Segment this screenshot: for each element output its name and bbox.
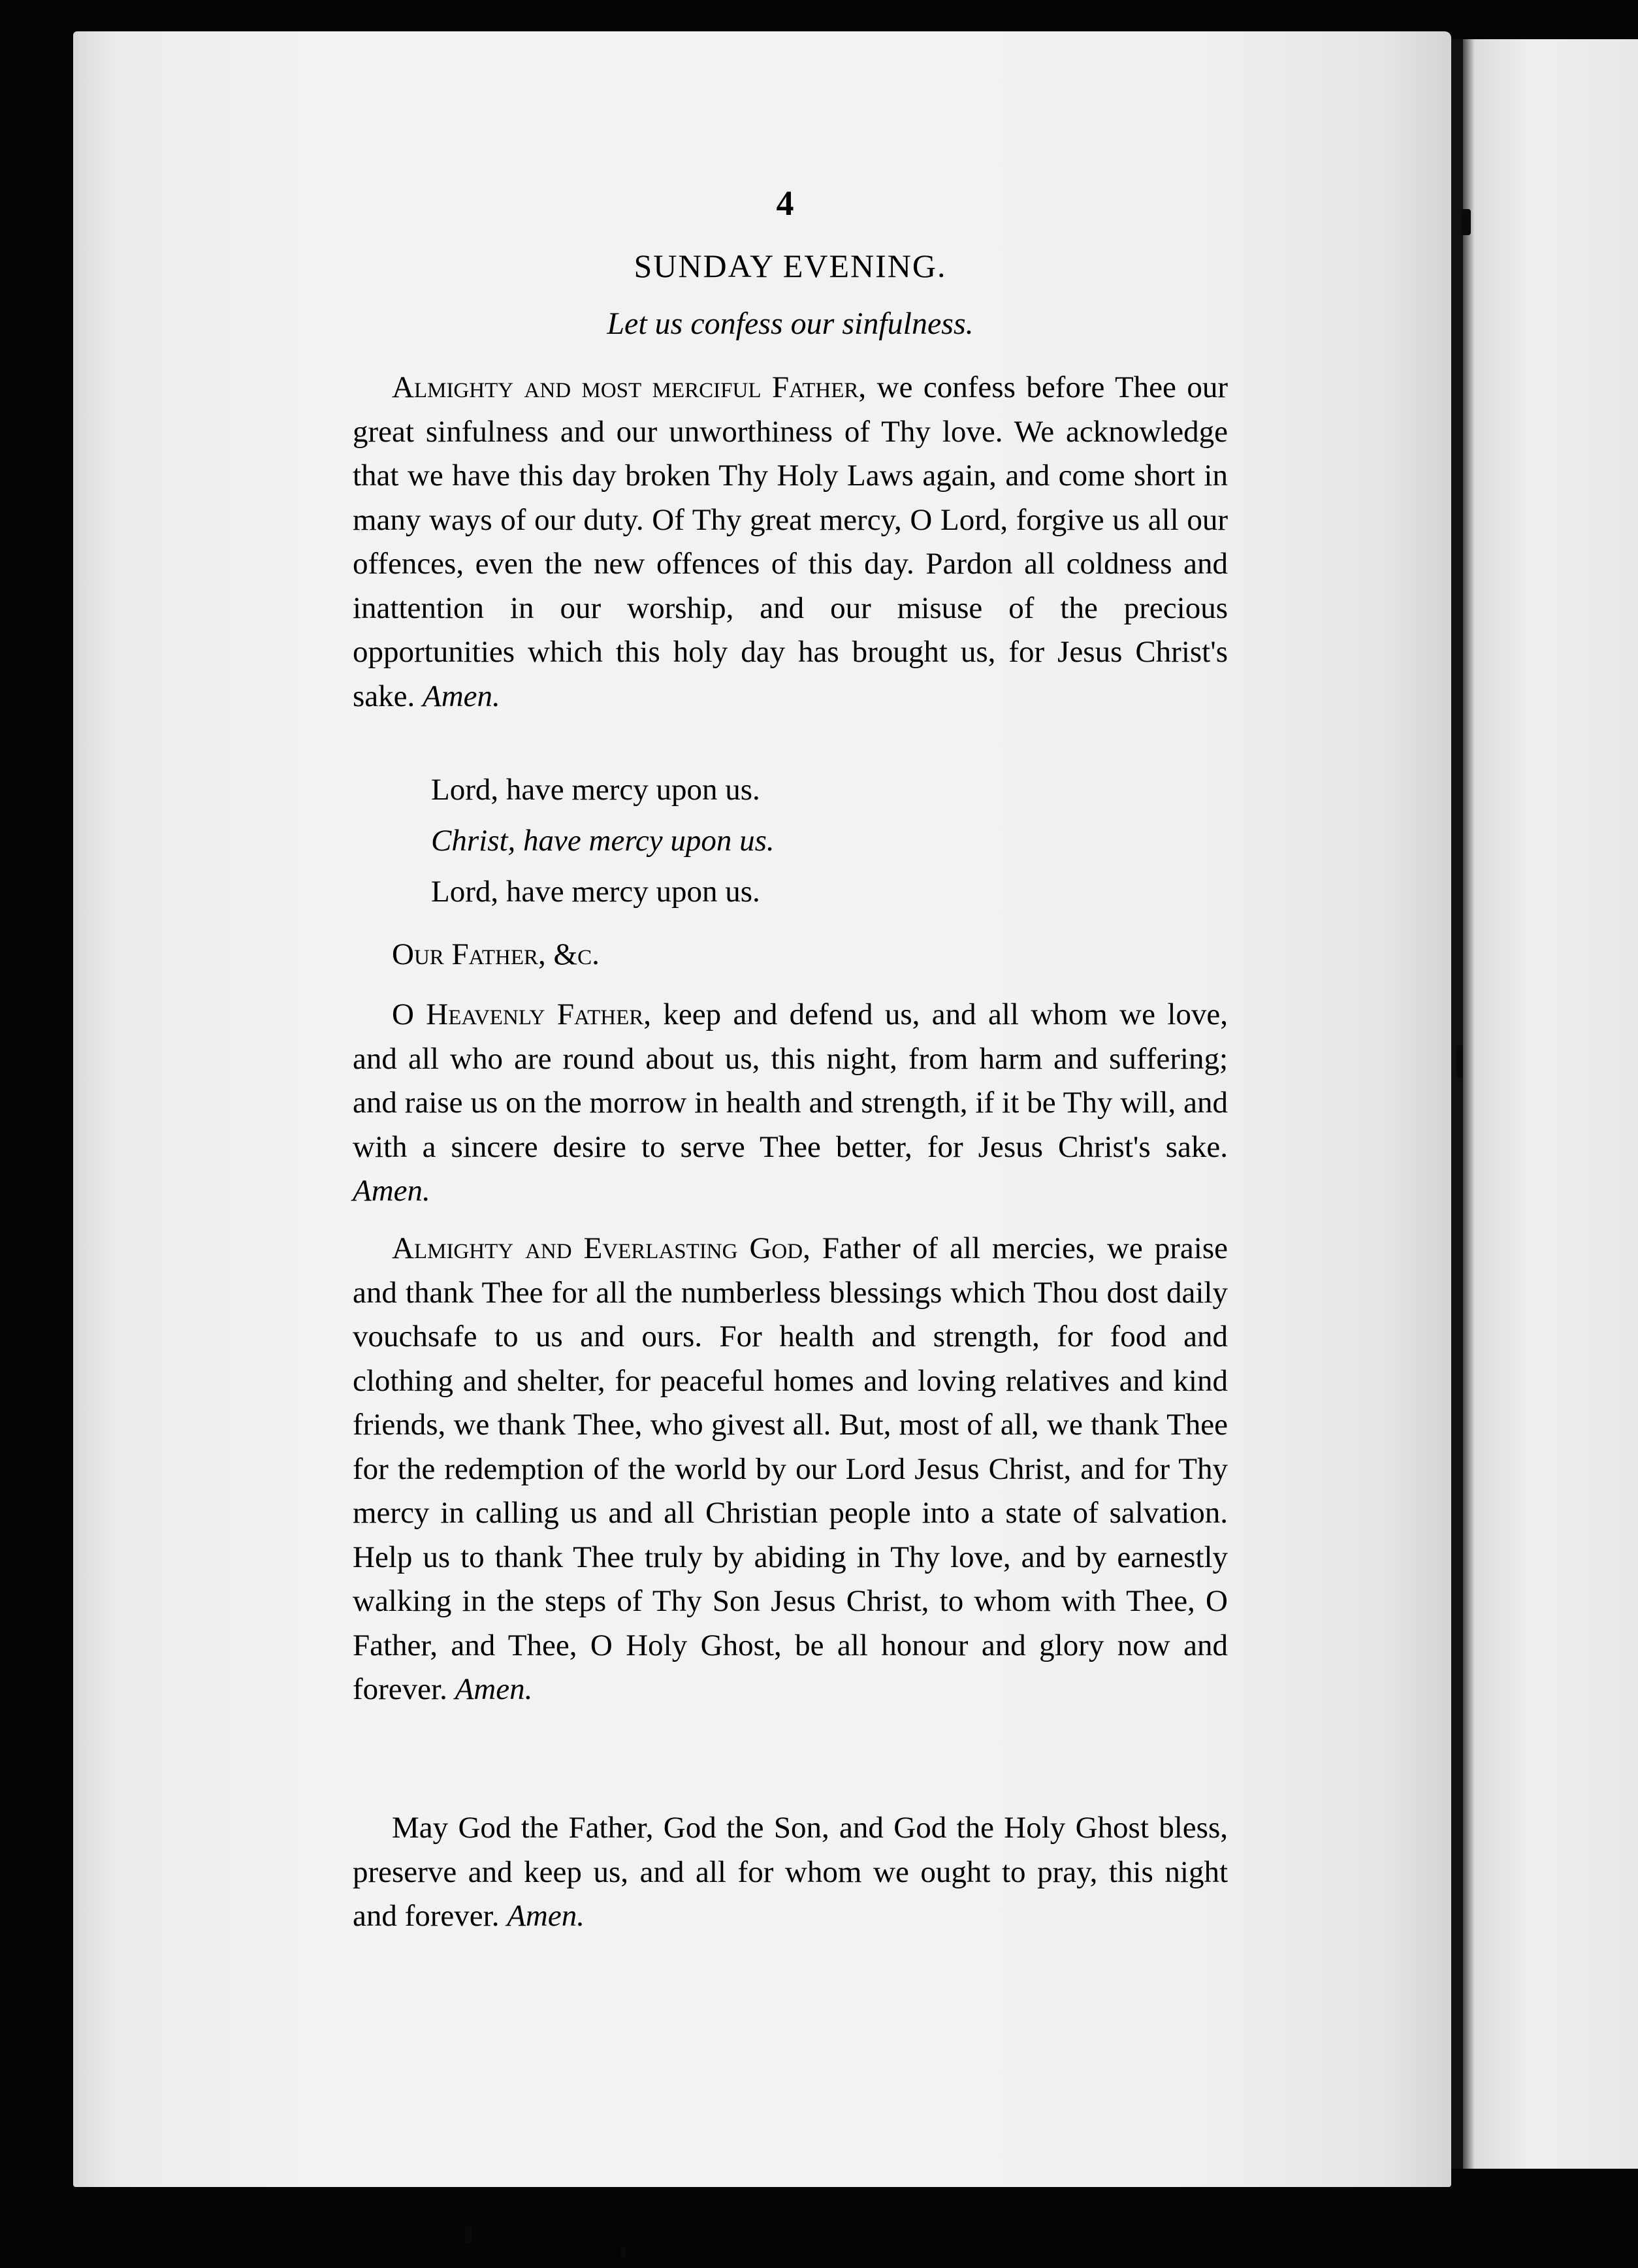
adjacent-page-edge <box>1460 39 1638 2169</box>
protection-prayer-lead: O Heavenly Father, <box>392 997 652 1031</box>
thanksgiving-prayer-body: Father of all mercies, we praise and thank Thee for all the numberless blessings which Thou dost daily vouchsafe to us and ours. For health and strength, for food and clothing and shelter, for peaceful homes and loving relatives and kind friends, we thank Thee, who givest all. But, most of all, we thank Thee for the redemption of the world by our Lord Jesus Christ, and for Thy mercy in calling us and all Christian people into a state of salvation. Help us to thank Thee truly by abiding in Thy love, and by earnestly walking in the steps of Thy Son Jesus Christ, to whom with Thee, O Father, and Thee, O Holy Ghost, be all honour and glory now and forever. <box>353 1231 1228 1706</box>
page-subtitle: Let us confess our sinfulness. <box>607 306 974 341</box>
response-line-2: Christ, have mercy upon us. <box>431 824 775 858</box>
protection-prayer-body: keep and defend us, and all whom we love, and all who are round about us, this night, from harm and suffering; and raise us on the morrow in health and strength, if it be Thy will, and with a sincere desire to serve Thee better, for Jesus Christ's sake. <box>353 997 1228 1164</box>
thanksgiving-prayer <box>353 1227 1228 1712</box>
confession-prayer-lead: Almighty and most merciful Father, <box>392 370 867 404</box>
scan-speck <box>465 2226 472 2243</box>
protection-prayer <box>353 993 1228 1214</box>
confession-prayer-amen: Amen. <box>423 679 500 713</box>
thanksgiving-prayer-amen: Amen. <box>455 1672 533 1706</box>
binding-mark <box>1456 1045 1463 1078</box>
our-father-line: Our Father, &c. <box>392 937 600 971</box>
page-number: 4 <box>776 184 794 223</box>
response-line-3: Lord, have mercy upon us. <box>431 875 760 909</box>
thanksgiving-prayer-lead: Almighty and Everlasting God, <box>392 1231 811 1265</box>
blessing-prayer <box>353 1806 1228 1939</box>
confession-prayer-body: we confess before Thee our great sinfulness and our unworthiness of Thy love. We acknowledge that we have this day broken Thy Holy Laws again, and come short in many ways of our duty. Of Thy great mercy, O Lord, forgive us all our offences, even the new offences of this day. Pardon all coldness and inattention in our worship, and our misuse of the precious opportunities which this holy day has brought us, for Jesus Christ's sake. <box>353 370 1228 713</box>
book-gutter <box>1451 39 1463 2169</box>
blessing-prayer-body: May God the Father, God the Son, and God the Holy Ghost bless, preserve and keep us, and all for whom we ought to pray, this night and forever. <box>353 1811 1228 1933</box>
confession-prayer <box>353 366 1228 719</box>
binding-mark <box>1462 209 1471 235</box>
scan-speck <box>620 2247 626 2258</box>
response-line-1: Lord, have mercy upon us. <box>431 773 760 807</box>
blessing-prayer-amen: Amen. <box>507 1899 585 1933</box>
page-title: SUNDAY EVENING. <box>634 248 947 284</box>
protection-prayer-amen: Amen. <box>353 1174 430 1208</box>
